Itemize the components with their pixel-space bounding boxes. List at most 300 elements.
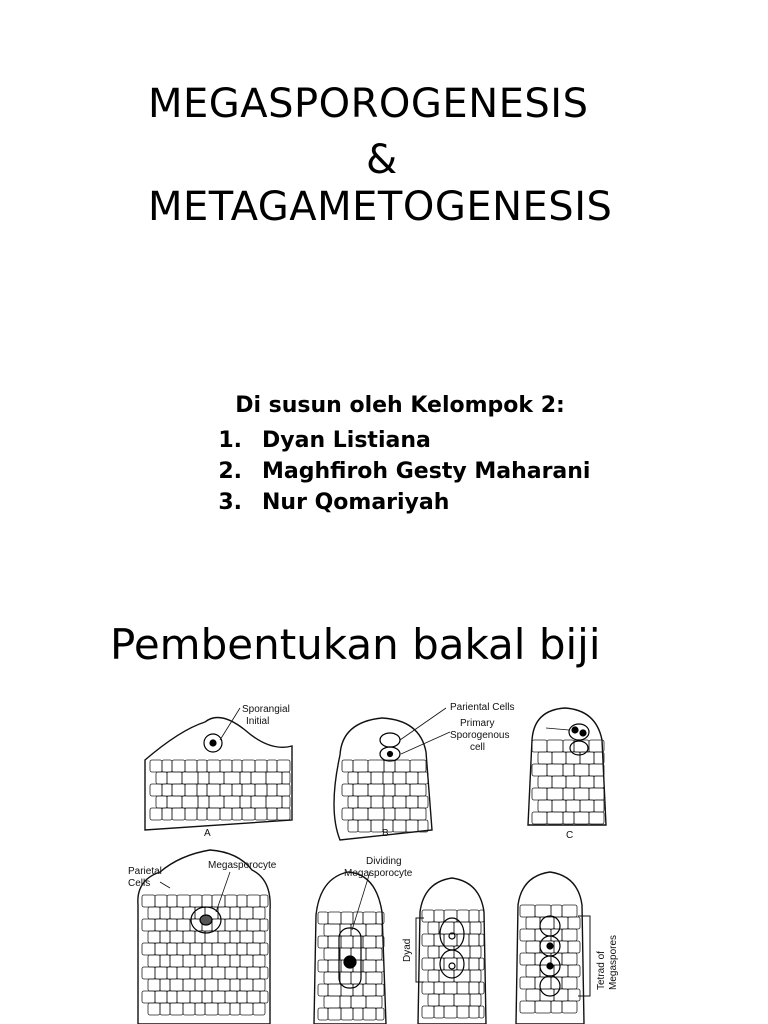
cell-outline	[260, 919, 268, 931]
cell-outline	[170, 979, 183, 991]
cell-outline	[454, 922, 470, 934]
cell-outline	[395, 784, 410, 796]
cell-outline	[393, 820, 406, 832]
cell-outline	[580, 752, 594, 764]
cell-outline	[183, 979, 195, 991]
cell-outline	[594, 776, 604, 788]
cell-outline	[198, 796, 209, 808]
cell-outline	[479, 934, 484, 946]
cell-outline	[253, 955, 265, 967]
cell-outline	[439, 994, 454, 1006]
cell-outline	[148, 955, 160, 967]
label-sporangial-initial-1: Sporangial	[242, 704, 290, 715]
label-megasporocyte: Megasporocyte	[208, 860, 277, 871]
cell-outline	[225, 991, 237, 1003]
cell-outline	[589, 812, 604, 824]
cell-outline	[183, 955, 195, 967]
cell-outline	[532, 788, 547, 800]
cell-outline	[218, 1003, 230, 1015]
cell-outline	[218, 931, 230, 943]
cell-outline	[167, 796, 182, 808]
cell-outline	[225, 943, 237, 955]
member-item	[200, 489, 600, 517]
cell-outline	[197, 784, 207, 796]
cell-outline	[197, 808, 207, 820]
cell-outline	[167, 943, 177, 955]
cell-outline	[562, 1001, 577, 1013]
cell-outline	[230, 955, 240, 967]
cell-outline	[230, 1003, 240, 1015]
cell-outline	[376, 1008, 384, 1020]
cell-outline	[589, 764, 604, 776]
cell-outline	[232, 784, 242, 796]
cell-outline	[160, 907, 170, 919]
cell-outline	[148, 1003, 160, 1015]
cell-outline	[198, 772, 209, 784]
cell-outline	[328, 912, 341, 924]
cell-outline	[251, 772, 266, 784]
cell-outline	[253, 907, 265, 919]
cell-outline	[260, 895, 268, 907]
cell-outline	[368, 760, 384, 772]
cell-outline	[218, 979, 230, 991]
cell-outline	[340, 972, 351, 984]
cell-outline	[218, 907, 230, 919]
cell-outline	[237, 919, 247, 931]
cell-outline	[277, 784, 290, 796]
cell-outline	[202, 943, 212, 955]
cell-outline	[366, 972, 382, 984]
cell-outline	[568, 917, 580, 929]
cell-outline	[568, 965, 580, 977]
cell-outline	[342, 808, 353, 820]
cell-outline	[167, 967, 177, 979]
cell-outline	[358, 820, 371, 832]
cell-outline	[538, 752, 552, 764]
cell-outline	[195, 955, 205, 967]
cell-outline	[353, 1008, 363, 1020]
cell-outline	[177, 895, 190, 907]
cell-outline	[148, 931, 160, 943]
cell-outline	[526, 917, 540, 929]
cell-outline	[160, 955, 170, 967]
cell-outline	[170, 931, 183, 943]
member-number: 1.	[218, 428, 242, 453]
cell-outline	[177, 943, 190, 955]
cell-outline	[547, 788, 563, 800]
cell-outline	[162, 808, 172, 820]
cell-outline	[190, 895, 202, 907]
cell-outline	[547, 764, 563, 776]
cell-outline	[224, 772, 240, 784]
cell-outline	[318, 1008, 328, 1020]
cell-outline	[353, 760, 368, 772]
cell-outline	[172, 760, 185, 772]
cell-outline	[554, 965, 568, 977]
cell-outline	[212, 991, 225, 1003]
cell-outline	[160, 1003, 170, 1015]
label-sporangial-initial-2: Initial	[246, 716, 270, 727]
label-parietal-2: Cells	[128, 878, 151, 889]
cell-outline	[237, 991, 247, 1003]
cell-outline	[253, 1003, 265, 1015]
cell-outline	[540, 917, 554, 929]
ovule-development-figure	[120, 700, 640, 1024]
cell-outline	[406, 772, 418, 784]
cell-outline	[393, 796, 406, 808]
cell-outline	[160, 979, 170, 991]
cell-outline	[155, 967, 167, 979]
cell-outline	[547, 740, 563, 752]
cell-outline	[242, 760, 255, 772]
cell-outline	[526, 941, 540, 953]
cell-outline	[282, 772, 290, 784]
cell-outline	[444, 1006, 457, 1018]
cell-outline	[162, 760, 172, 772]
cell-outline	[479, 982, 484, 994]
cell-outline	[395, 808, 410, 820]
cell-outline	[167, 991, 177, 1003]
cell-outline	[535, 905, 551, 917]
member-number: 2.	[218, 459, 242, 484]
cell-outline	[177, 919, 190, 931]
cell-outline	[185, 808, 197, 820]
cell-outline	[255, 808, 267, 820]
cell-outline	[562, 929, 577, 941]
cell-outline	[444, 982, 457, 994]
cell-outline	[520, 953, 535, 965]
title-line-1: MEGASPOROGENESIS	[148, 81, 589, 127]
cell-outline	[551, 1001, 562, 1013]
cell-outline	[457, 982, 469, 994]
cell-outline	[318, 936, 328, 948]
label-dyad: Dyad	[402, 938, 413, 962]
cell-outline	[242, 784, 255, 796]
cell-outline	[277, 808, 290, 820]
cell-outline	[240, 955, 253, 967]
cell-outline	[341, 1008, 353, 1020]
cell-outline	[202, 967, 212, 979]
cell-outline	[568, 941, 580, 953]
cell-outline	[209, 796, 224, 808]
cell-outline	[328, 984, 341, 996]
cell-outline	[526, 989, 540, 1001]
cell-outline	[470, 994, 481, 1006]
cell-outline	[155, 991, 167, 1003]
cell-outline	[383, 772, 393, 784]
cell-outline	[418, 772, 428, 784]
cell-outline	[363, 984, 376, 996]
cell-outline	[220, 784, 232, 796]
cell-outline	[160, 931, 170, 943]
cell-outline	[255, 760, 267, 772]
cell-outline	[212, 943, 225, 955]
cell-outline	[395, 760, 410, 772]
cell-outline	[240, 979, 253, 991]
cell-outline	[568, 989, 580, 1001]
cell-outline	[422, 1006, 434, 1018]
cell-outline	[324, 972, 340, 984]
cell-outline	[177, 991, 190, 1003]
label-dividing-1: Dividing	[366, 856, 402, 867]
cell-outline	[342, 784, 353, 796]
cell-outline	[371, 796, 383, 808]
cell-outline	[267, 808, 277, 820]
cell-outline	[348, 820, 358, 832]
label-parietal-1: Parietal	[128, 866, 162, 877]
cell-outline	[393, 772, 406, 784]
cell-outline	[150, 784, 162, 796]
cell-outline	[410, 760, 426, 772]
cell-outline	[167, 772, 182, 784]
cell-outline	[554, 941, 568, 953]
label-primary-2: Sporogenous	[450, 730, 510, 741]
cell-outline	[185, 760, 197, 772]
group-heading: Di susun oleh Kelompok 2:	[235, 393, 565, 418]
member-item	[200, 427, 600, 455]
cell-outline	[251, 796, 266, 808]
cell-outline	[563, 812, 574, 824]
cell-outline	[341, 912, 353, 924]
cell-outline	[190, 991, 202, 1003]
cell-outline	[318, 984, 328, 996]
title-line-ampersand: &	[366, 137, 398, 183]
cell-outline	[225, 919, 237, 931]
cell-outline	[183, 1003, 195, 1015]
cell-outline	[202, 991, 212, 1003]
cell-outline	[237, 895, 247, 907]
cell-outline	[428, 922, 439, 934]
cell-outline	[209, 772, 224, 784]
cell-outline	[428, 946, 439, 958]
cell-outline	[155, 895, 167, 907]
cell-outline	[358, 796, 371, 808]
cell-outline	[384, 784, 395, 796]
cell-outline	[351, 972, 366, 984]
label-panel-a: A	[204, 828, 211, 839]
cell-outline	[207, 808, 220, 820]
cell-outline	[142, 991, 155, 1003]
cell-outline	[324, 948, 340, 960]
member-item	[200, 458, 600, 486]
cell-outline	[172, 784, 185, 796]
cell-outline	[247, 991, 260, 1003]
cell-outline	[363, 912, 376, 924]
cell-outline	[242, 808, 255, 820]
cell-outline	[469, 982, 479, 994]
cell-outline	[255, 784, 267, 796]
cell-outline	[170, 1003, 183, 1015]
cell-outline	[170, 907, 183, 919]
cell-outline	[422, 910, 434, 922]
cell-outline	[224, 796, 240, 808]
cell-outline	[376, 984, 384, 996]
cell-outline	[563, 788, 574, 800]
cell-outline	[371, 772, 383, 784]
cell-outline	[520, 905, 535, 917]
cell-outline	[182, 772, 198, 784]
cell-outline	[142, 967, 155, 979]
label-panel-c: C	[566, 830, 574, 841]
cell-outline	[182, 796, 198, 808]
cell-outline	[150, 808, 162, 820]
cell-outline	[353, 808, 368, 820]
cell-outline	[434, 982, 444, 994]
cell-outline	[156, 772, 167, 784]
cell-outline	[454, 994, 470, 1006]
cell-outline	[266, 796, 282, 808]
cell-outline	[358, 772, 371, 784]
cell-outline	[363, 936, 376, 948]
cell-outline	[351, 996, 366, 1008]
cell-outline	[532, 764, 547, 776]
cell-outline	[532, 812, 547, 824]
cell-outline	[418, 796, 428, 808]
cell-outline	[422, 958, 434, 970]
cell-outline	[197, 760, 207, 772]
cell-outline	[580, 800, 594, 812]
cell-outline	[172, 808, 185, 820]
cell-outline	[142, 919, 155, 931]
cell-outline	[434, 958, 444, 970]
cell-outline	[469, 910, 479, 922]
cell-outline	[348, 796, 358, 808]
cell-outline	[230, 979, 240, 991]
member-name: Dyan Listiana	[262, 428, 431, 453]
cell-outline	[185, 784, 197, 796]
cell-outline	[155, 919, 167, 931]
content-slide	[0, 580, 768, 1024]
cell-outline	[260, 967, 268, 979]
cell-outline	[574, 812, 589, 824]
cell-outline	[205, 979, 218, 991]
cell-outline	[240, 931, 253, 943]
cell-outline	[155, 943, 167, 955]
cell-outline	[195, 1003, 205, 1015]
cell-outline	[368, 784, 384, 796]
cell-outline	[247, 943, 260, 955]
label-primary-1: Primary	[460, 718, 495, 729]
cell-outline	[202, 895, 212, 907]
cell-outline	[434, 1006, 444, 1018]
cell-outline	[457, 1006, 469, 1018]
cell-outline	[532, 740, 547, 752]
cell-outline	[574, 788, 589, 800]
cell-outline	[562, 953, 577, 965]
cell-outline	[470, 922, 481, 934]
cell-outline	[526, 965, 540, 977]
cell-outline	[562, 905, 577, 917]
cell-outline	[282, 796, 290, 808]
cell-outline	[170, 955, 183, 967]
cell-outline	[470, 946, 481, 958]
cell-outline	[366, 996, 382, 1008]
cell-outline	[580, 776, 594, 788]
cell-outline	[142, 895, 155, 907]
cell-outline	[353, 784, 368, 796]
cell-outline	[328, 1008, 341, 1020]
slide-title: Pembentukan bakal biji	[110, 620, 601, 669]
cell-outline	[253, 931, 265, 943]
cell-outline	[563, 764, 574, 776]
cell-outline	[422, 934, 434, 946]
cell-outline	[190, 967, 202, 979]
cell-outline	[156, 796, 167, 808]
cell-outline	[218, 955, 230, 967]
cell-outline	[562, 977, 577, 989]
cell-outline	[383, 796, 393, 808]
cell-outline	[410, 808, 426, 820]
cell-outline	[479, 958, 484, 970]
cell-outline	[479, 910, 484, 922]
cell-outline	[232, 808, 242, 820]
cell-outline	[368, 808, 384, 820]
cell-outline	[232, 760, 242, 772]
label-panel-b: B	[382, 828, 389, 839]
member-number: 3.	[218, 490, 242, 515]
cell-outline	[551, 905, 562, 917]
cell-outline	[247, 919, 260, 931]
cell-outline	[535, 1001, 551, 1013]
cell-outline	[148, 979, 160, 991]
cell-outline	[324, 996, 340, 1008]
cell-outline	[366, 924, 382, 936]
cell-outline	[220, 808, 232, 820]
title-line-2: METAGAMETOGENESIS	[148, 184, 613, 230]
cell-outline	[195, 979, 205, 991]
cell-outline	[177, 967, 190, 979]
cell-outline	[342, 760, 353, 772]
cell-outline	[230, 931, 240, 943]
cell-outline	[225, 895, 237, 907]
member-name: Nur Qomariyah	[262, 490, 450, 515]
cell-outline	[340, 996, 351, 1008]
cell-outline	[376, 960, 384, 972]
cell-outline	[538, 776, 552, 788]
cell-outline	[230, 907, 240, 919]
cell-outline	[266, 772, 282, 784]
cell-outline	[162, 784, 172, 796]
cell-outline	[341, 936, 353, 948]
cell-outline	[589, 788, 604, 800]
cell-outline	[434, 910, 444, 922]
cell-outline	[552, 800, 566, 812]
cell-outline	[470, 970, 481, 982]
cell-outline	[260, 943, 268, 955]
cell-outline	[340, 924, 351, 936]
label-pariental-cells: Pariental Cells	[450, 702, 515, 713]
cell-outline	[552, 752, 566, 764]
cell-outline	[566, 776, 580, 788]
cell-outline	[318, 912, 328, 924]
cell-outline	[207, 784, 220, 796]
cell-outline	[225, 967, 237, 979]
cell-outline	[366, 948, 382, 960]
label-dividing-2: Megasporocyte	[344, 868, 413, 879]
cell-outline	[552, 776, 566, 788]
cell-outline	[183, 931, 195, 943]
cell-outline	[469, 934, 479, 946]
cell-outline	[205, 1003, 218, 1015]
cell-outline	[574, 764, 589, 776]
cell-outline	[150, 760, 162, 772]
cell-outline	[190, 943, 202, 955]
cell-outline	[240, 1003, 253, 1015]
cell-outline	[547, 812, 563, 824]
cell-outline	[538, 800, 552, 812]
cell-outline	[469, 1006, 479, 1018]
cell-outline	[148, 907, 160, 919]
